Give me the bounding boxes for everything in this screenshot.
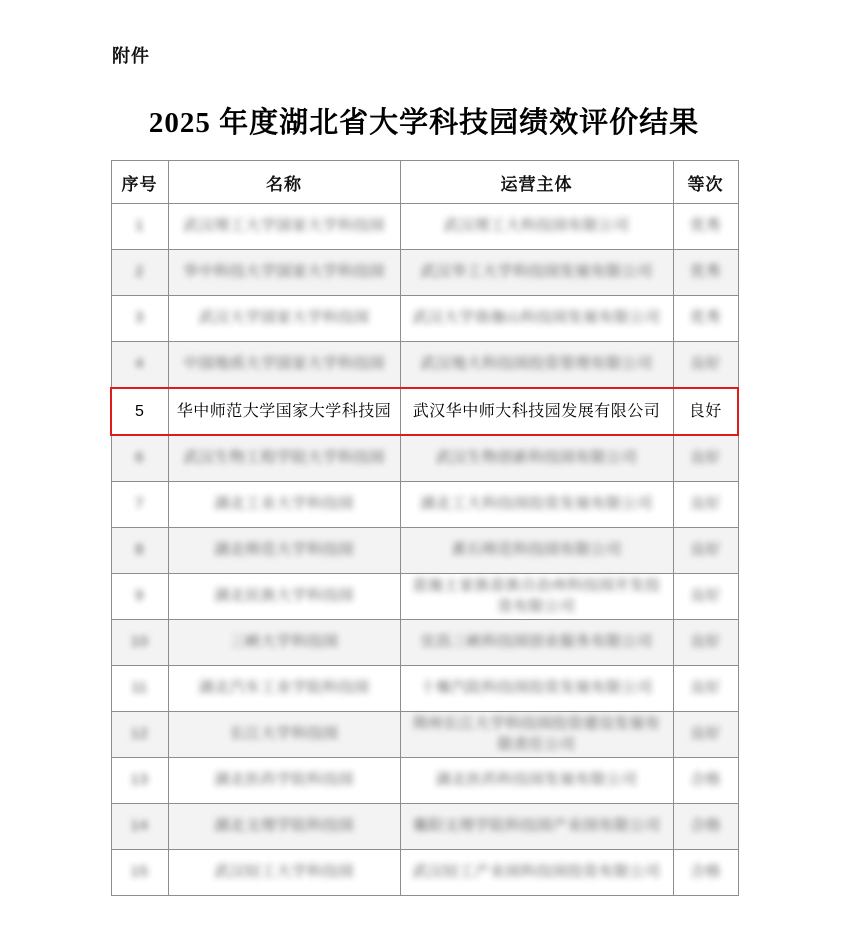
cell-grade [673, 482, 738, 528]
table-row [111, 574, 738, 620]
cell-name [168, 204, 400, 250]
cell-no [111, 666, 168, 712]
cell-no-text: 6 [135, 449, 144, 467]
cell-grade-text: 优秀 [689, 263, 721, 281]
cell-grade [673, 620, 738, 666]
cell-grade-text: 良好 [688, 402, 722, 420]
cell-operator-text: 湖北工大科技园投资发展有限公司 [420, 495, 653, 513]
cell-no-text: 15 [130, 863, 149, 881]
table-row [111, 388, 738, 435]
cell-no [111, 204, 168, 250]
cell-grade-text: 良好 [689, 449, 721, 467]
cell-no-text: 14 [130, 817, 149, 835]
cell-operator-text: 武汉华工大学科技园发展有限公司 [420, 263, 653, 281]
cell-operator [400, 758, 673, 804]
cell-grade-text: 良好 [689, 541, 721, 559]
cell-grade [673, 388, 738, 435]
cell-no [111, 388, 168, 435]
cell-no [111, 712, 168, 758]
cell-no [111, 758, 168, 804]
column-header-no: 序号 [111, 161, 168, 204]
cell-operator [400, 574, 673, 620]
cell-name-text: 武汉轻工大学科技园 [214, 863, 354, 881]
cell-operator-text: 武汉生物创新科技园有限公司 [435, 449, 638, 467]
cell-no-text: 5 [135, 402, 145, 420]
table-row [111, 204, 738, 250]
cell-grade-text: 良好 [689, 587, 721, 605]
table-header-row [111, 161, 738, 204]
cell-name-text: 湖北工业大学科技园 [214, 495, 354, 513]
table-row [111, 850, 738, 896]
column-header-name: 名称 [168, 161, 400, 204]
cell-grade [673, 666, 738, 712]
cell-no-text: 3 [135, 309, 144, 327]
cell-name-text: 武汉生物工程学院大学科技园 [183, 449, 385, 467]
cell-name-text: 湖北医药学院科技园 [214, 771, 354, 789]
page-title: 2025 年度湖北省大学科技园绩效评价结果 [148, 107, 700, 139]
cell-no [111, 850, 168, 896]
cell-operator [400, 712, 673, 758]
cell-name-text: 武汉理工大学国家大学科技园 [183, 217, 385, 235]
cell-no-text: 8 [135, 541, 144, 559]
cell-operator-text: 荆州长江大学科技园投资建设发展有限责任公司 [412, 715, 661, 753]
cell-operator [400, 850, 673, 896]
cell-grade-text: 良好 [689, 495, 721, 513]
cell-name [168, 250, 400, 296]
cell-grade-text: 合格 [689, 771, 721, 789]
table-row [111, 296, 738, 342]
cell-no-text: 13 [130, 771, 149, 789]
cell-operator [400, 342, 673, 389]
cell-no-text: 11 [131, 679, 148, 697]
cell-name [168, 296, 400, 342]
cell-grade-text: 优秀 [689, 309, 721, 327]
cell-name [168, 342, 400, 389]
cell-name-text: 湖北师范大学科技园 [214, 541, 354, 559]
cell-operator [400, 482, 673, 528]
cell-no [111, 342, 168, 389]
cell-grade [673, 574, 738, 620]
cell-operator [400, 435, 673, 482]
cell-operator [400, 620, 673, 666]
cell-no [111, 620, 168, 666]
cell-no-text: 1 [135, 217, 144, 235]
cell-name-text: 中国地质大学国家大学科技园 [183, 355, 385, 373]
table-row [111, 250, 738, 296]
cell-grade [673, 712, 738, 758]
cell-operator [400, 804, 673, 850]
cell-grade [673, 435, 738, 482]
table-row [111, 528, 738, 574]
cell-name [168, 712, 400, 758]
cell-no-text: 7 [135, 495, 144, 513]
cell-no [111, 296, 168, 342]
cell-grade-text: 良好 [689, 725, 721, 743]
table-body [111, 204, 738, 896]
table-row [111, 435, 738, 482]
cell-grade-text: 合格 [689, 817, 721, 835]
cell-no [111, 435, 168, 482]
cell-no [111, 250, 168, 296]
cell-name-text: 长江大学科技园 [229, 725, 339, 743]
cell-operator-text: 宜昌三峡科技园创业服务有限公司 [420, 633, 653, 651]
cell-operator [400, 250, 673, 296]
cell-grade [673, 850, 738, 896]
cell-grade-text: 良好 [689, 355, 721, 373]
cell-name [168, 435, 400, 482]
cell-grade [673, 250, 738, 296]
cell-no [111, 482, 168, 528]
cell-grade [673, 804, 738, 850]
cell-name [168, 482, 400, 528]
cell-no-text: 12 [130, 725, 149, 743]
cell-name-text: 湖北民族大学科技园 [214, 587, 354, 605]
cell-name [168, 388, 400, 435]
cell-name [168, 574, 400, 620]
cell-name-text: 华中科技大学国家大学科技园 [183, 263, 385, 281]
attachment-label: 附件 [112, 46, 150, 66]
cell-name-text: 武汉大学国家大学科技园 [198, 309, 370, 327]
table-row [111, 620, 738, 666]
cell-name [168, 804, 400, 850]
cell-name [168, 758, 400, 804]
cell-grade [673, 296, 738, 342]
cell-operator [400, 204, 673, 250]
cell-name [168, 620, 400, 666]
table-row [111, 482, 738, 528]
cell-grade-text: 优秀 [689, 217, 721, 235]
cell-operator-text: 武汉理工大科技园有限公司 [443, 217, 630, 235]
cell-operator-text: 恩施土家族苗族自治州科技园开发投资有限公司 [412, 577, 661, 615]
cell-name [168, 528, 400, 574]
cell-grade [673, 758, 738, 804]
cell-operator-text: 黄石师范科技园有限公司 [451, 541, 622, 559]
performance-evaluation-table [110, 160, 739, 896]
cell-grade-text: 合格 [689, 863, 721, 881]
cell-operator-text: 武汉大学珞珈山科技园发展有限公司 [412, 309, 661, 327]
cell-grade-text: 良好 [689, 679, 721, 697]
cell-operator [400, 296, 673, 342]
cell-name [168, 850, 400, 896]
cell-operator [400, 388, 673, 435]
cell-operator-text: 武汉华中师大科技园发展有限公司 [412, 402, 661, 420]
cell-no-text: 2 [135, 263, 144, 281]
cell-operator-text: 十堰汽院科技园投资发展有限公司 [420, 679, 653, 697]
table-row [111, 666, 738, 712]
cell-operator-text: 湖北医药科技园发展有限公司 [435, 771, 638, 789]
cell-name-text: 湖北汽车工业学院科技园 [198, 679, 370, 697]
cell-grade [673, 528, 738, 574]
cell-no-text: 9 [135, 587, 144, 605]
cell-name-text: 三峡大学科技园 [229, 633, 339, 651]
cell-operator [400, 666, 673, 712]
cell-operator-text: 武汉地大科技园投资管理有限公司 [420, 355, 653, 373]
cell-name-text: 湖北文理学院科技园 [214, 817, 354, 835]
table-row [111, 712, 738, 758]
cell-no-text: 10 [130, 633, 149, 651]
cell-grade-text: 良好 [689, 633, 721, 651]
cell-name-text: 华中师范大学国家大学科技园 [176, 402, 392, 420]
cell-no-text: 4 [135, 355, 144, 373]
column-header-operator: 运营主体 [400, 161, 673, 204]
table-row [111, 804, 738, 850]
table-row [111, 342, 738, 389]
column-header-grade: 等次 [673, 161, 738, 204]
cell-operator [400, 528, 673, 574]
cell-no [111, 528, 168, 574]
cell-grade [673, 204, 738, 250]
cell-no [111, 804, 168, 850]
cell-operator-text: 武汉轻工产业园科技园投资有限公司 [412, 863, 661, 881]
table-row [111, 758, 738, 804]
cell-no [111, 574, 168, 620]
cell-grade [673, 342, 738, 389]
cell-name [168, 666, 400, 712]
cell-operator-text: 襄阳文理学院科技园产业园有限公司 [412, 817, 661, 835]
